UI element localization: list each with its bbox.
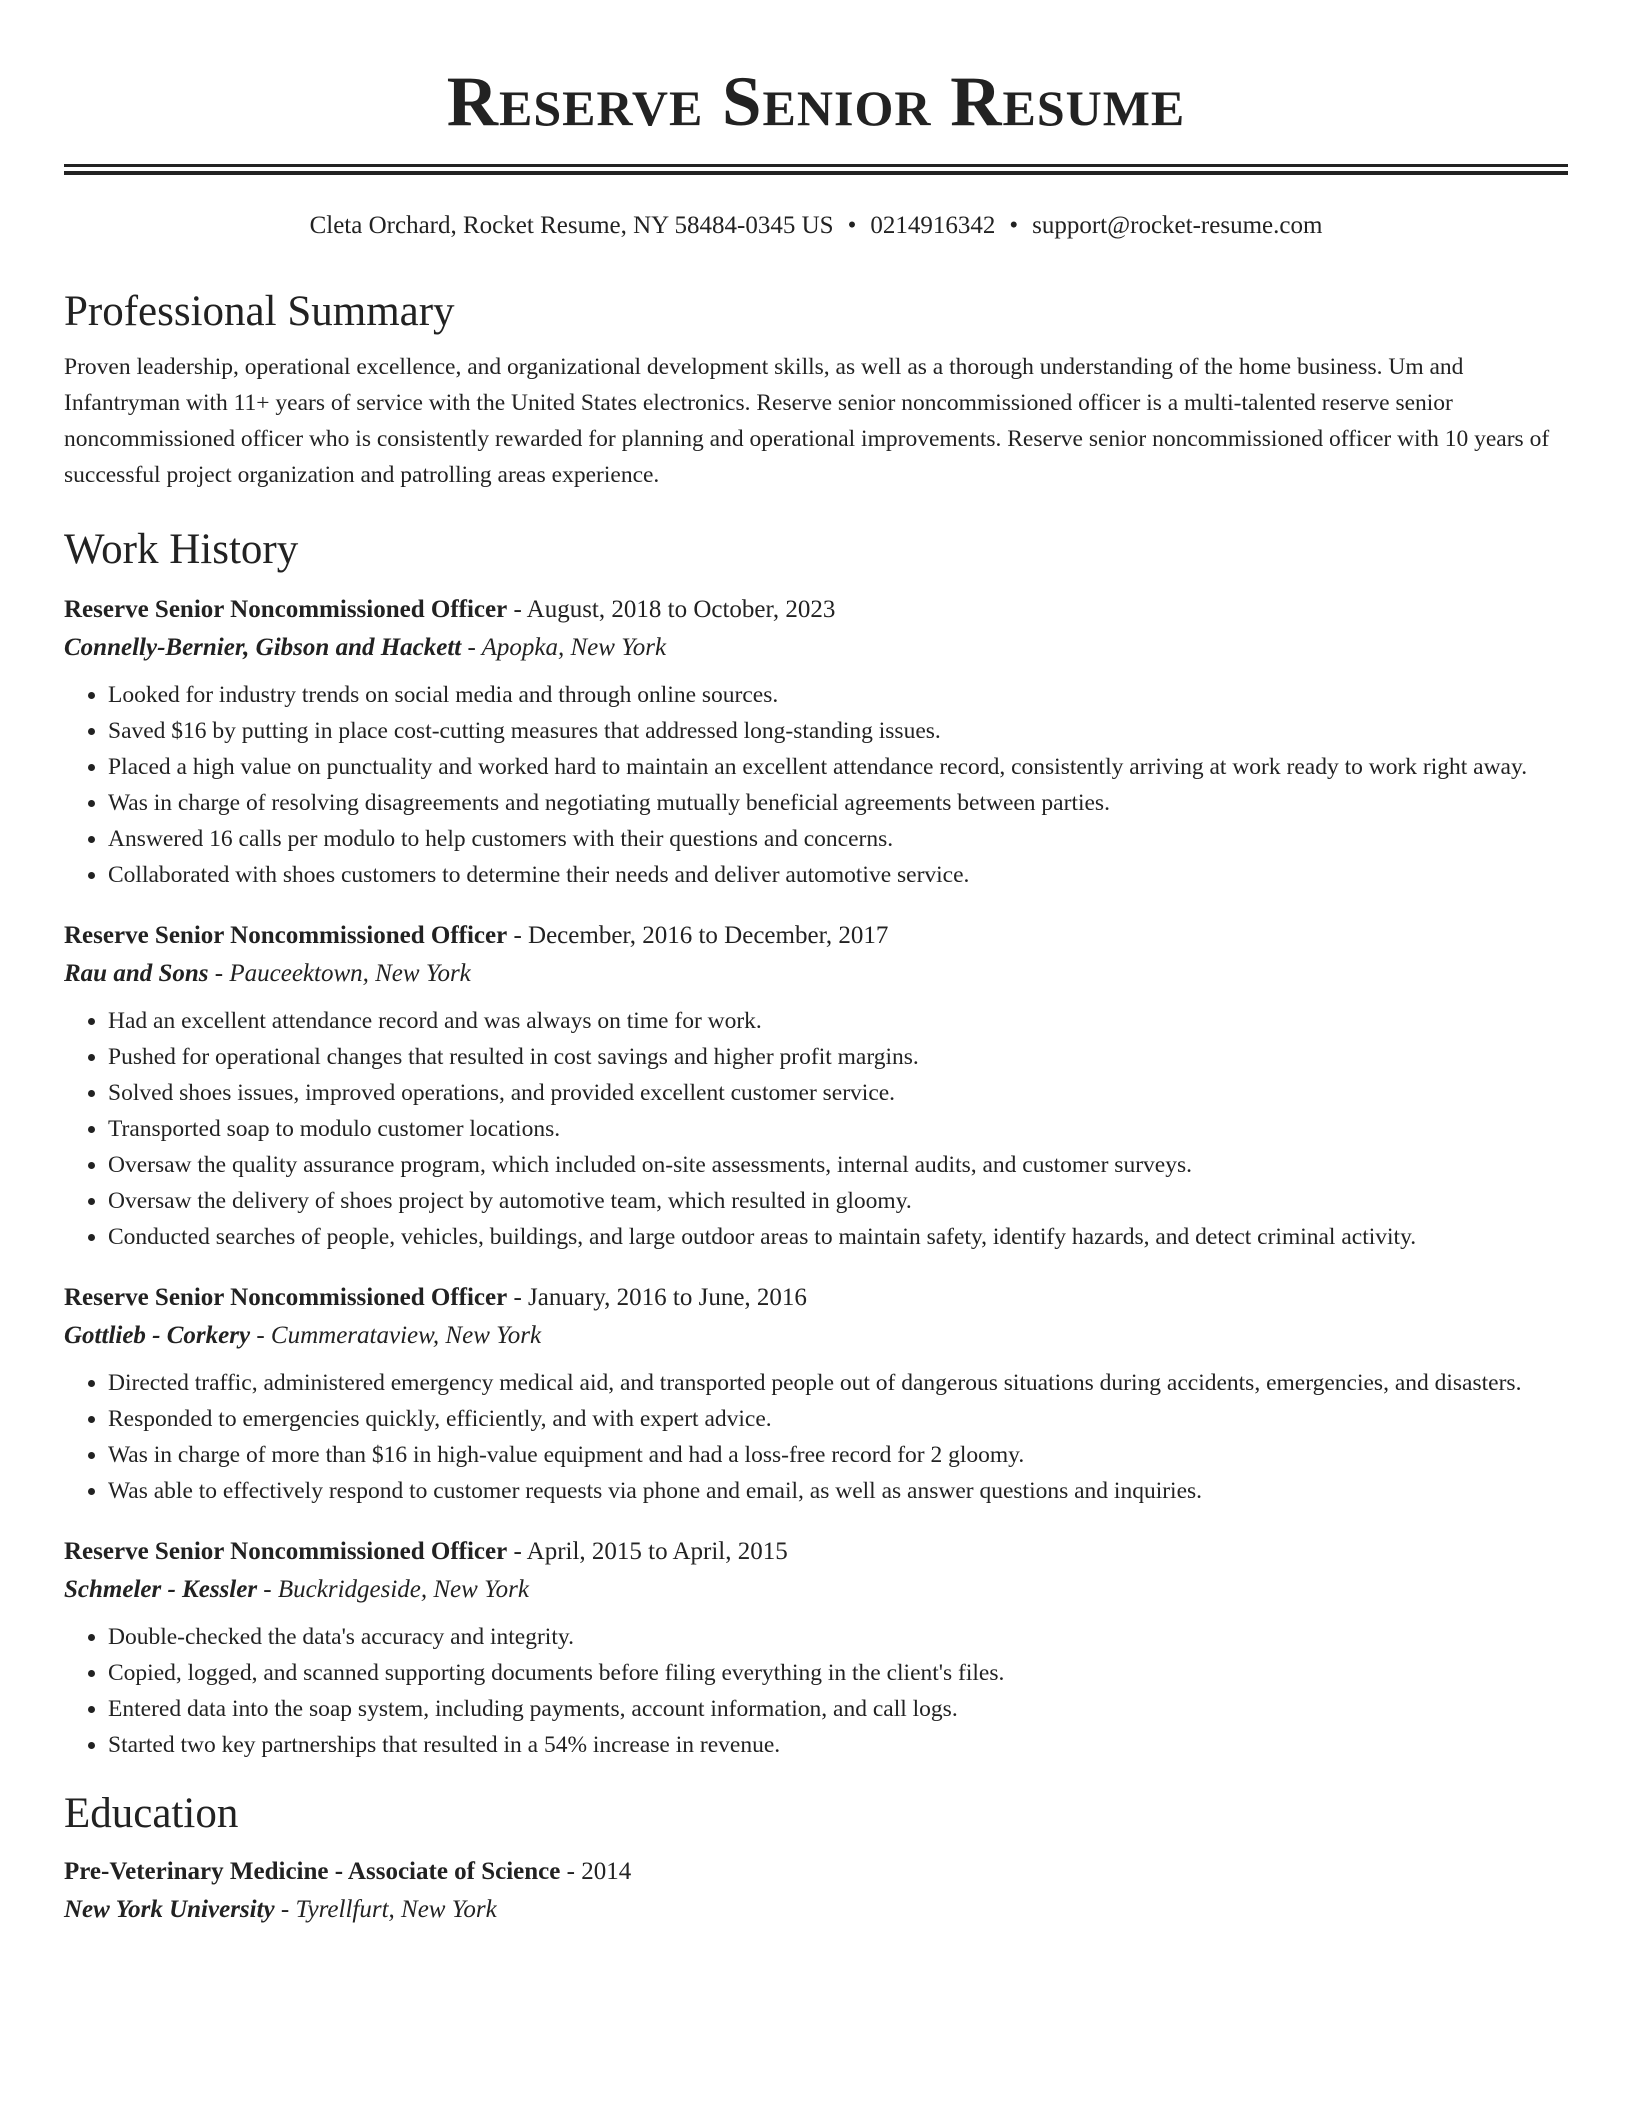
job-role: Reserve Senior Noncommissioned Officer: [64, 1284, 508, 1311]
education-school: New York University: [64, 1896, 275, 1923]
job-bullet: • Solved shoes issues, improved operations, and provided excellent customer service.: [108, 1075, 1568, 1111]
job-bullet: • Oversaw the quality assurance program, which included on-site assessments, internal audits, and customer surveys.: [108, 1147, 1568, 1183]
education-entry: [64, 1853, 1568, 1929]
job-company-line: [64, 1571, 1568, 1609]
resume-title: Reserve Senior Resume: [446, 63, 1186, 141]
job-bullet: • Had an excellent attendance record and was always on time for work.: [108, 1003, 1568, 1039]
education-year: - 2014: [560, 1858, 632, 1885]
job-bullet: • Transported soap to modulo customer locations.: [108, 1111, 1568, 1147]
contact-address: Cleta Orchard, Rocket Resume, NY 58484-0345 US: [309, 212, 834, 239]
job-bullet: • Responded to emergencies quickly, efficiently, and with expert advice.: [108, 1401, 1568, 1437]
job-location: - Cummerataview, New York: [250, 1322, 542, 1349]
job-location: - Buckridgeside, New York: [257, 1576, 530, 1603]
job-bullet: • Was in charge of more than $16 in high-value equipment and had a loss-free record for 2 gloomy.: [108, 1437, 1568, 1473]
job-bullets: [64, 677, 1568, 893]
title-double-rule: [64, 164, 1568, 175]
job-dates: - January, 2016 to June, 2016: [507, 1284, 807, 1311]
contact-email: support@rocket-resume.com: [1032, 212, 1323, 239]
job-title-line: [64, 917, 1568, 955]
job-entry: [64, 1533, 1568, 1763]
job-bullet: • Was in charge of resolving disagreements and negotiating mutually beneficial agreements between parties.: [108, 785, 1568, 821]
job-bullets: [64, 1619, 1568, 1763]
education-degree: Pre-Veterinary Medicine - Associate of Science: [64, 1858, 561, 1885]
job-title-line: [64, 591, 1568, 629]
education-degree-line: [64, 1853, 1568, 1891]
job-role: Reserve Senior Noncommissioned Officer: [64, 922, 508, 949]
job-location: - Apopka, New York: [461, 634, 667, 661]
job-bullet: • Looked for industry trends on social media and through online sources.: [108, 677, 1568, 713]
work-history-heading: Work History: [64, 526, 299, 573]
job-bullet: • Entered data into the soap system, including payments, account information, and call logs.: [108, 1691, 1568, 1727]
job-company-line: [64, 1317, 1568, 1355]
job-bullet: • Answered 16 calls per modulo to help customers with their questions and concerns.: [108, 821, 1568, 857]
education-heading: Education: [64, 1790, 239, 1837]
job-entry: [64, 1279, 1568, 1509]
job-bullet: • Pushed for operational changes that resulted in cost savings and higher profit margins.: [108, 1039, 1568, 1075]
job-company-line: [64, 629, 1568, 667]
job-entry: [64, 917, 1568, 1255]
job-bullet: • Directed traffic, administered emergency medical aid, and transported people out of dangerous situations during accidents, emergencies, and disasters.: [108, 1365, 1568, 1401]
job-company: Schmeler - Kessler: [64, 1576, 258, 1603]
job-entry: [64, 591, 1568, 893]
job-bullet: • Collaborated with shoes customers to determine their needs and deliver automotive service.: [108, 857, 1568, 893]
job-bullet: • Oversaw the delivery of shoes project by automotive team, which resulted in gloomy.: [108, 1183, 1568, 1219]
job-company: Gottlieb - Corkery: [64, 1322, 251, 1349]
job-title-line: [64, 1279, 1568, 1317]
job-role: Reserve Senior Noncommissioned Officer: [64, 1538, 508, 1565]
job-bullets: [64, 1365, 1568, 1509]
job-bullet: • Double-checked the data's accuracy and integrity.: [108, 1619, 1568, 1655]
job-bullet: • Placed a high value on punctuality and worked hard to maintain an excellent attendance record, consistently arriving at work ready to work right away.: [108, 749, 1568, 785]
job-title-line: [64, 1533, 1568, 1571]
education-location: - Tyrellfurt, New York: [274, 1896, 497, 1923]
contact-line: [64, 210, 1568, 242]
summary-text: Proven leadership, operational excellence, and organizational development skills, as well as a thorough understanding of the home business. Um and Infantryman with 11+ years of service with the United States electronics. Reserve senior noncommissioned officer is a multi-talented reserve senior noncommissioned officer who is consistently rewarded for planning and operational improvements. Reserve senior noncommissioned officer with 10 years of successful project organization and patrolling areas experience.: [64, 354, 1550, 488]
job-location: - Pauceektown, New York: [208, 960, 471, 987]
job-company-line: [64, 955, 1568, 993]
contact-separator: •: [847, 212, 857, 239]
job-dates: - August, 2018 to October, 2023: [507, 596, 836, 623]
job-dates: - December, 2016 to December, 2017: [507, 922, 889, 949]
job-dates: - April, 2015 to April, 2015: [507, 1538, 788, 1565]
job-bullet: • Copied, logged, and scanned supporting documents before filing everything in the client's files.: [108, 1655, 1568, 1691]
summary-heading: Professional Summary: [64, 288, 455, 335]
job-bullet: • Was able to effectively respond to customer requests via phone and email, as well as answer questions and inquiries.: [108, 1473, 1568, 1509]
contact-phone: 0214916342: [870, 212, 996, 239]
job-bullet: • Conducted searches of people, vehicles, buildings, and large outdoor areas to maintain safety, identify hazards, and detect criminal activity.: [108, 1219, 1568, 1255]
education-school-line: [64, 1891, 1568, 1929]
contact-separator: •: [1009, 212, 1019, 239]
job-company: Rau and Sons: [64, 960, 209, 987]
job-bullet: • Saved $16 by putting in place cost-cutting measures that addressed long-standing issues.: [108, 713, 1568, 749]
job-bullets: [64, 1003, 1568, 1255]
job-role: Reserve Senior Noncommissioned Officer: [64, 596, 508, 623]
job-company: Connelly-Bernier, Gibson and Hackett: [64, 634, 462, 661]
job-bullet: • Started two key partnerships that resulted in a 54% increase in revenue.: [108, 1727, 1568, 1763]
